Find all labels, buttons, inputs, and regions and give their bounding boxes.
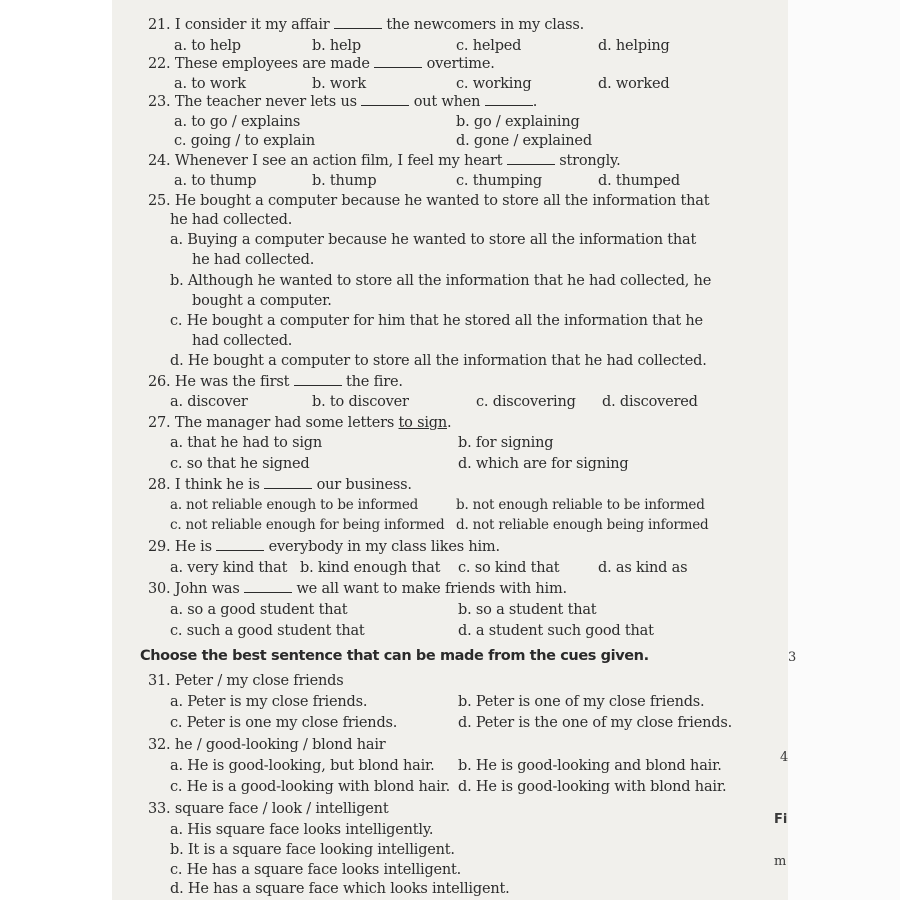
question-25-option-b: b. Although he wanted to store all the information that he had collected, he: [170, 273, 712, 289]
answer-blank: [216, 538, 264, 551]
question-31: 31. Peter / my close friends: [148, 673, 344, 689]
answer-blank: [361, 93, 409, 106]
answer-blank: [294, 373, 342, 386]
book-page: 21. I consider it my affair the newcomers in my class. a. to help b. help c. helped d. helping 22. These employees are made overtime. a. to work b. work c. working d. worked 23. The teacher never lets us out when . a. to go / explains b. go / explaining c. going / to explain d. gone / explained 24. Whenever I see an action film, I feel my heart strongly. a. to thump b. thump c. thumping d. thumped 25. He bought a computer because he wanted to store all the information that he had collected. a. Buying a computer because he wanted to store all the information that he had collected. b. Although he wanted to store all the information that he had collected, he bought a computer. c. He bought a computer for him that he stored all the information that he had collected. d. He bought a computer to store all the information that he had collected. 26. He was the first the fire. a. discover b. to discover c. discovering d. discovered 27. The manager had some letters to sign. a. that he had to sign b. for signing c. so that he signed d. which are for signing 28. I think he is our business. a. not reliable enough to be informed b. not enough reliable to be informed c. not reliable enough for being informed d. not reliable enough being informed 29. He is everybody in my class likes him. a. very kind that b. kind enough that c. so kind that d. as kind as 30. John was we all want to make friends with him. a. so a good student that b. so a student that c. such a good student that d. a student such good that Choose the best sentence that can be made from the cues given. 31. Peter / my close friends a. Peter is my close friends. b. Peter is one of my close friends. c. Peter is one my close friends. d. Peter is the one of my close friends. 32. he / good-looking / blond hair a. He is good-looking, but blond hair. b. He is good-looking and blond hair. c. He is a good-looking with blond hair. d. He is good-looking with blond hair. 33. square face / look / intelligent a. His square face looks intelligently. b. It is a square face looking intelligent. c. He has a square face looks intelligent. d. He has a square face which looks intelligent.: [112, 0, 788, 900]
question-27: 27. The manager had some letters to sign.: [148, 415, 452, 431]
question-25-option-d: d. He bought a computer to store all the information that he had collected.: [170, 353, 707, 369]
section-heading: Choose the best sentence that can be made from the cues given.: [140, 648, 649, 664]
question-21: 21. I consider it my affair the newcomers in my class.: [148, 17, 585, 33]
adjacent-page: [774, 0, 900, 900]
question-29: 29. He is everybody in my class likes him.: [148, 539, 500, 555]
question-32: 32. he / good-looking / blond hair: [148, 737, 386, 753]
question-25-option-b-line2: bought a computer.: [192, 293, 332, 309]
question-28: 28. I think he is our business.: [148, 477, 412, 493]
answer-blank: [507, 152, 555, 165]
question-30: 30. John was we all want to make friends with him.: [148, 581, 567, 597]
answer-blank: [244, 580, 292, 593]
question-25: 25. He bought a computer because he wanted to store all the information that: [148, 193, 710, 209]
question-25-option-c-line2: had collected.: [192, 333, 293, 349]
margin-text: 3: [788, 650, 797, 665]
question-22: 22. These employees are made overtime.: [148, 56, 495, 72]
question-25-line2: he had collected.: [170, 212, 293, 228]
margin-text: 4: [780, 750, 789, 765]
question-33: 33. square face / look / intelligent: [148, 801, 389, 817]
question-25-option-c: c. He bought a computer for him that he stored all the information that he: [170, 313, 703, 329]
question-25-option-a: a. Buying a computer because he wanted to store all the information that: [170, 232, 697, 248]
question-23: 23. The teacher never lets us out when .: [148, 94, 538, 110]
margin-text: m: [774, 854, 787, 869]
answer-blank: [485, 93, 533, 106]
question-33-option-a: a. His square face looks intelligently.: [170, 822, 434, 838]
question-26: 26. He was the first the fire.: [148, 374, 403, 390]
question-25-option-a-line2: he had collected.: [192, 252, 315, 268]
answer-blank: [374, 55, 422, 68]
question-24: 24. Whenever I see an action film, I feel my heart strongly.: [148, 153, 621, 169]
question-33-option-b: b. It is a square face looking intelligent.: [170, 842, 455, 858]
answer-blank: [264, 476, 312, 489]
question-33-option-d: d. He has a square face which looks intelligent.: [170, 881, 510, 897]
margin-text: Fi: [774, 812, 788, 827]
answer-blank: [334, 16, 382, 29]
question-33-option-c: c. He has a square face looks intelligent.: [170, 862, 462, 878]
